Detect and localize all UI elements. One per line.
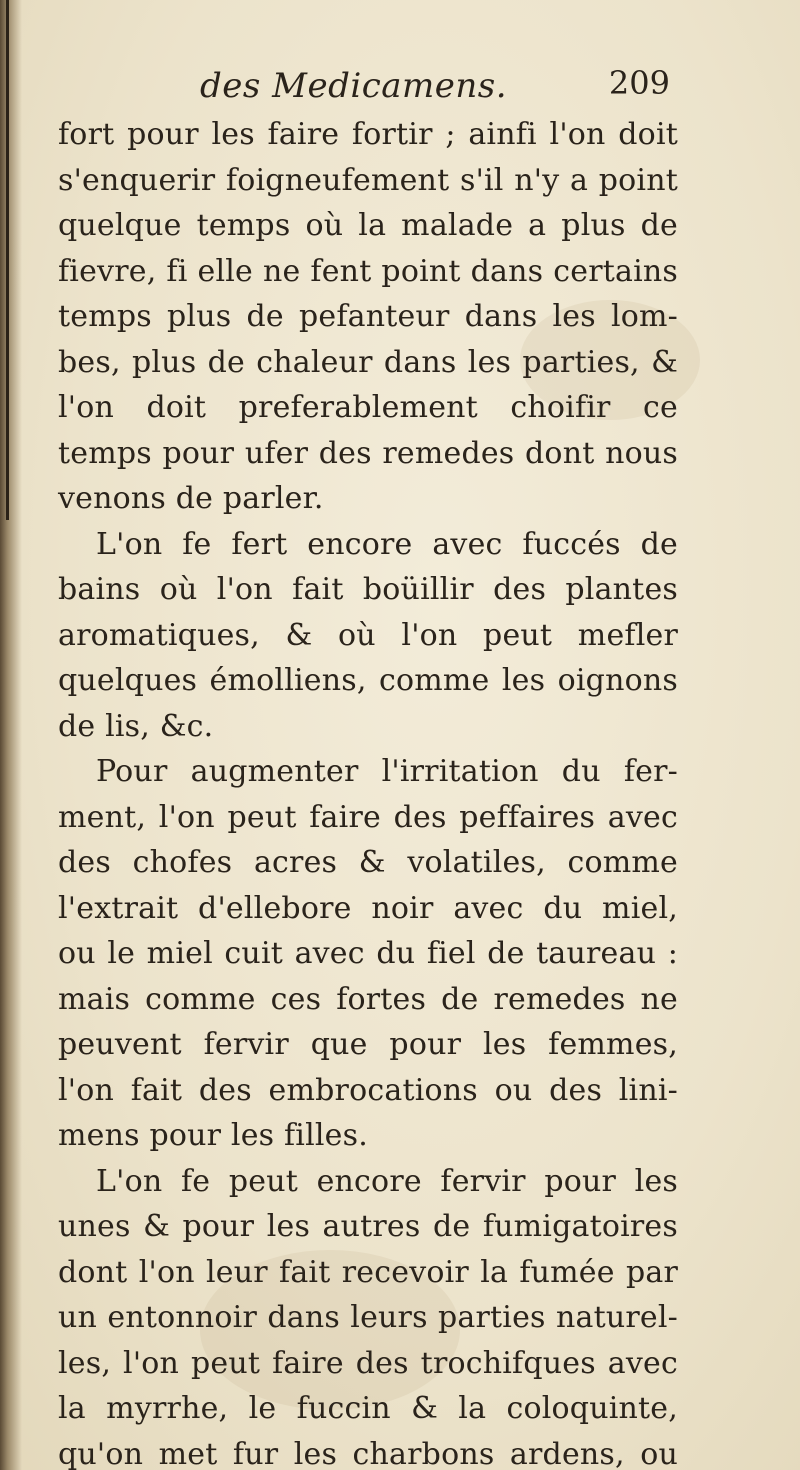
body-text (58, 112, 678, 1470)
text-line: les, l'on peut faire des trochifques avec (58, 1345, 678, 1381)
text-line: s'enquerir foigneufement s'il n'y a point (58, 162, 678, 198)
text-line: de lis, &c. (58, 708, 214, 744)
text-line: temps plus de pefanteur dans les lom- (58, 299, 678, 334)
text-line: Pour augmenter l'irritation du fer- (96, 754, 678, 789)
text-line: bains où l'on fait boüillir des plantes (58, 572, 678, 607)
text-line: l'on fait des embrocations ou des lini- (58, 1072, 678, 1108)
text-line: ment, l'on peut faire des peffaires avec (58, 799, 678, 835)
text-line: aromatiques, & où l'on peut mefler (58, 617, 678, 653)
binding-gutter (0, 0, 22, 1470)
text-line: unes & pour les autres de fumigatoires (58, 1209, 678, 1244)
text-line: venons de parler. (58, 481, 324, 516)
text-line: L'on fe peut encore fervir pour les (96, 1163, 678, 1199)
text-line: la myrrhe, le fuccin & la coloquinte, (58, 1391, 678, 1426)
text-line: un entonnoir dans leurs parties naturel- (58, 1300, 678, 1335)
text-line: fort pour les faire fortir ; ainfi l'on doit (58, 117, 678, 152)
text-line: quelques émolliens, comme les oignons (58, 663, 678, 698)
page-number: 209 (608, 64, 670, 102)
text-line: L'on fe fert encore avec fuccés de (96, 526, 678, 562)
text-line: l'on doit preferablement choifir ce (58, 390, 678, 425)
text-line: dont l'on leur fait recevoir la fumée par (58, 1254, 678, 1290)
text-line: qu'on met fur les charbons ardens, ou (58, 1436, 678, 1470)
text-line: l'extrait d'ellebore noir avec du miel, (58, 890, 678, 926)
binding-edge (6, 0, 9, 520)
text-line: peuvent fervir que pour les femmes, (58, 1027, 678, 1062)
text-line: fievre, fi elle ne fent point dans certains (58, 253, 678, 289)
text-line: ou le miel cuit avec du fiel de taureau : (58, 936, 678, 971)
text-line: mens pour les filles. (58, 1118, 368, 1153)
text-line: temps pour ufer des remedes dont nous (58, 435, 678, 471)
text-line: mais comme ces fortes de remedes ne (58, 981, 678, 1017)
text-line: quelque temps où la malade a plus de (58, 208, 678, 243)
running-title: des Medicamens. (200, 66, 508, 106)
page-header (60, 62, 670, 112)
text-line: des chofes acres & volatiles, comme (58, 845, 678, 880)
text-line: bes, plus de chaleur dans les parties, & (58, 344, 678, 380)
